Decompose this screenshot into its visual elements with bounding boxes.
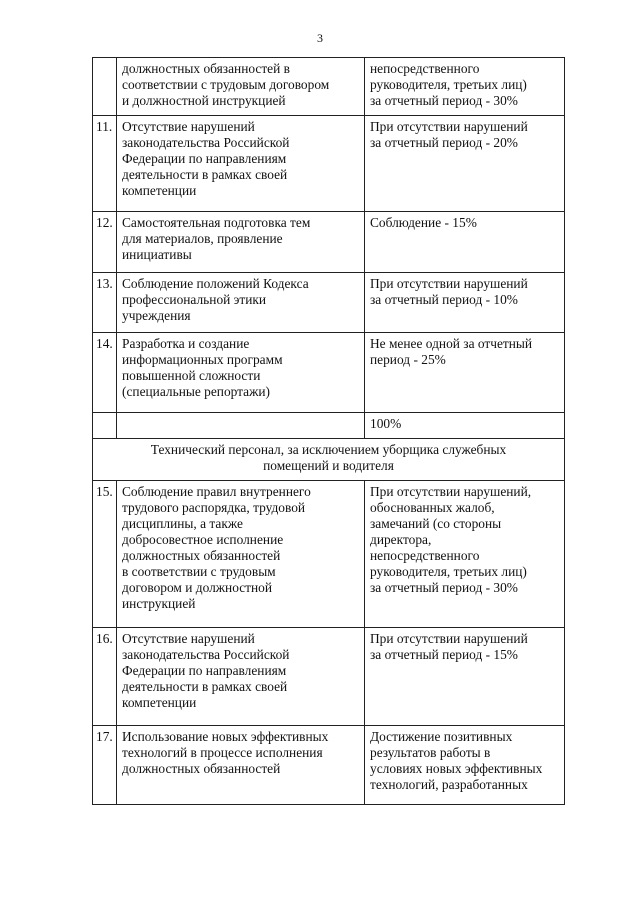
row-number: 15. [93,481,117,628]
condition-cell: При отсутствии нарушений за отчетный период - 20% [365,116,565,212]
row-number: 14. [93,333,117,413]
total-number [93,413,117,439]
page-number: 3 [317,31,323,45]
table-row [93,212,565,273]
table-row [93,726,565,805]
section-header: Технический персонал, за исключением уборщика служебных помещений и водителя [93,439,565,481]
table-row [93,628,565,726]
table-row [93,273,565,333]
row-number: 13. [93,273,117,333]
row-number: 16. [93,628,117,726]
criterion-cell: Соблюдение правил внутреннего трудового распорядка, трудовой дисциплины, а также добросовестное исполнение должностных обязанностей в соответствии с трудовым договором и должностной инструкцией [117,481,365,628]
criterion-cell: Разработка и создание информационных программ повышенной сложности (специальные репортажи) [117,333,365,413]
criterion-cell: Самостоятельная подготовка тем для материалов, проявление инициативы [117,212,365,273]
row-number: 17. [93,726,117,805]
condition-cell: Соблюдение - 15% [365,212,565,273]
condition-cell: Не менее одной за отчетный период - 25% [365,333,565,413]
total-row [93,413,565,439]
total-criterion [117,413,365,439]
criterion-cell: должностных обязанностей в соответствии с трудовым договором и должностной инструкцией [117,58,365,116]
condition-cell: Достижение позитивных результатов работы в условиях новых эффективных технологий, разработанных [365,726,565,805]
row-number: 12. [93,212,117,273]
row-number: 11. [93,116,117,212]
condition-cell: При отсутствии нарушений, обоснованных жалоб, замечаний (со стороны директора, непосредственного руководителя, третьих лиц) за отчетный период - 30% [365,481,565,628]
row-number [93,58,117,116]
condition-cell: При отсутствии нарушений за отчетный период - 15% [365,628,565,726]
table-row [93,116,565,212]
total-value: 100% [365,413,565,439]
criterion-cell: Отсутствие нарушений законодательства Российской Федерации по направлениям деятельности в рамках своей компетенции [117,628,365,726]
section-header-row [93,439,565,481]
criterion-cell: Использование новых эффективных технологий в процессе исполнения должностных обязанностей [117,726,365,805]
criteria-table [92,57,565,805]
table-row [93,481,565,628]
criterion-cell: Соблюдение положений Кодекса профессиональной этики учреждения [117,273,365,333]
table-row [93,58,565,116]
criterion-cell: Отсутствие нарушений законодательства Российской Федерации по направлениям деятельности в рамках своей компетенции [117,116,365,212]
condition-cell: непосредственного руководителя, третьих лиц) за отчетный период - 30% [365,58,565,116]
table-row [93,333,565,413]
condition-cell: При отсутствии нарушений за отчетный период - 10% [365,273,565,333]
